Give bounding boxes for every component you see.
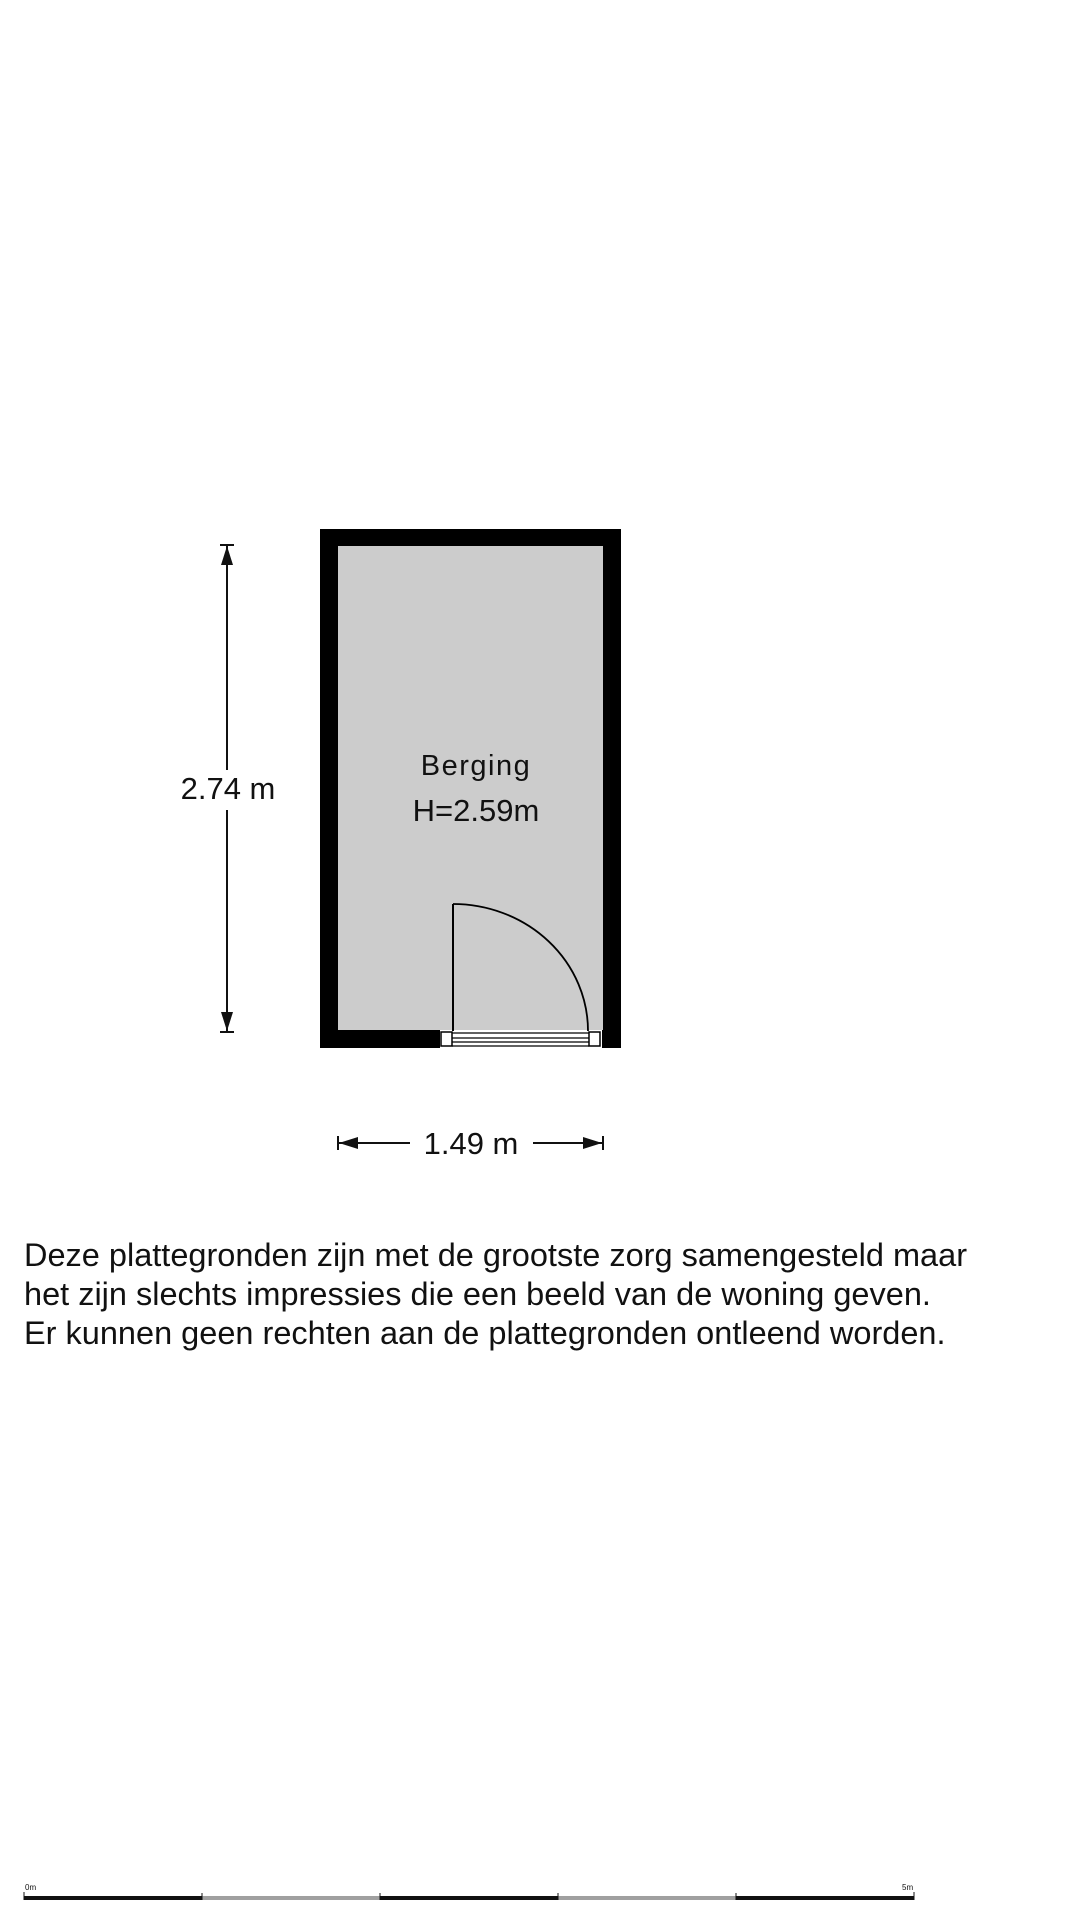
scale-end-label: 5m bbox=[902, 1883, 914, 1892]
door-opening bbox=[440, 1030, 602, 1048]
room-name: Berging bbox=[420, 750, 532, 782]
room-height-label: H=2.59m bbox=[412, 793, 540, 828]
scale-bar bbox=[24, 1892, 914, 1900]
arrowhead-right-icon bbox=[583, 1137, 602, 1149]
arrowhead-left-icon bbox=[339, 1137, 358, 1149]
disclaimer-line: het zijn slechts impressies die een beeld van de woning geven. bbox=[24, 1276, 931, 1312]
vertical-dimension-label: 2.74 m bbox=[180, 771, 276, 806]
horizontal-dimension-label: 1.49 m bbox=[423, 1126, 519, 1161]
scale-start-label: 0m bbox=[25, 1883, 37, 1892]
arrowhead-down-icon bbox=[221, 1012, 233, 1031]
disclaimer-line: Er kunnen geen rechten aan de plattegronden ontleend worden. bbox=[24, 1315, 946, 1351]
arrowhead-up-icon bbox=[221, 546, 233, 565]
disclaimer-line: Deze plattegronden zijn met de grootste zorg samengesteld maar bbox=[24, 1237, 968, 1273]
disclaimer-text bbox=[24, 1236, 1074, 1353]
